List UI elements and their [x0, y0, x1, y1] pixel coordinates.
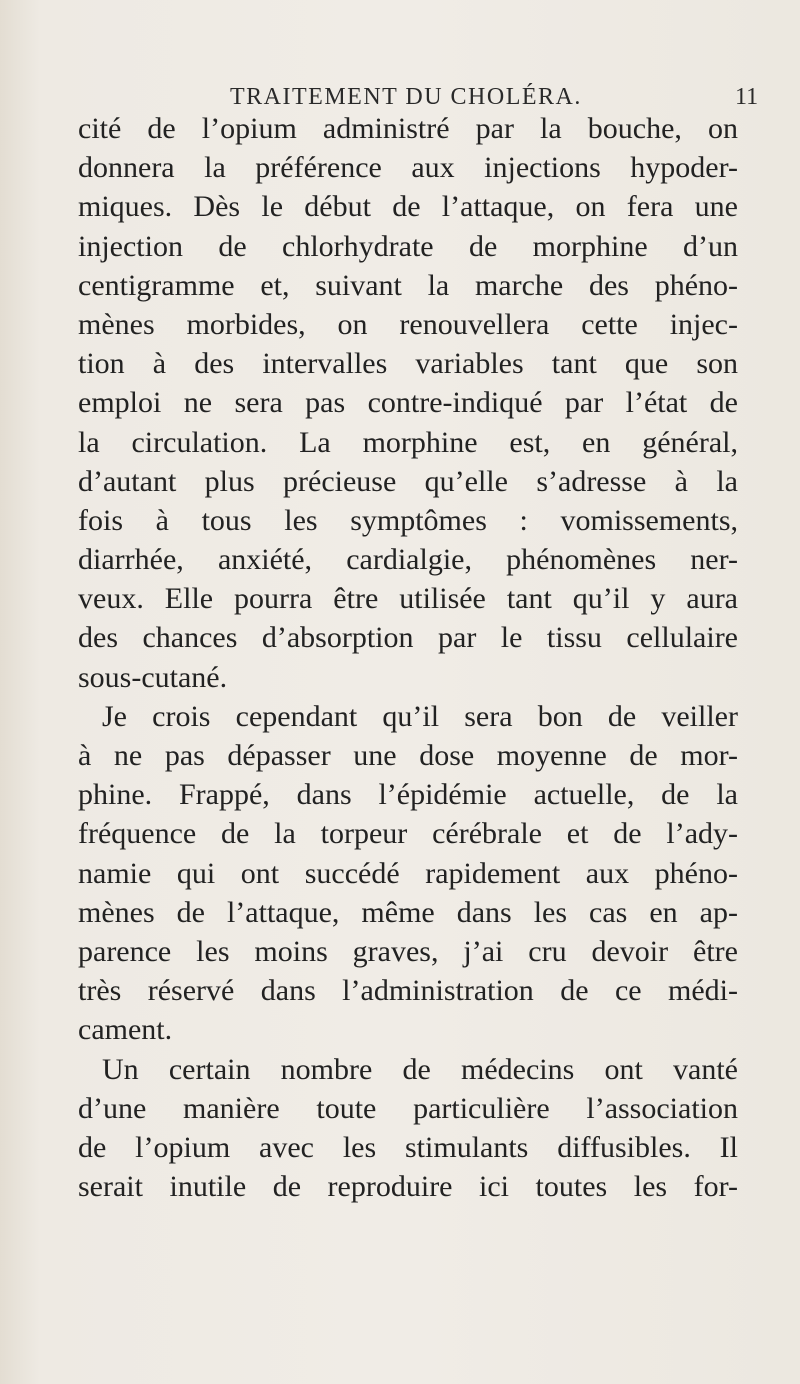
text-line: la circulation. La morphine est, en général, [78, 425, 738, 459]
text-line: mènes morbides, on renouvellera cette injec- [78, 307, 738, 341]
text-line: de l’opium avec les stimulants diffusibles. Il [78, 1130, 738, 1164]
text-line: d’autant plus précieuse qu’elle s’adresse à la [78, 464, 738, 498]
text-line: fois à tous les symptômes : vomissements, [78, 503, 738, 537]
paragraph-start-line: Je crois cependant qu’il sera bon de veiller [102, 699, 738, 733]
text-line: fréquence de la torpeur cérébrale et de l’ady- [78, 817, 738, 851]
paragraph-start-line: Un certain nombre de médecins ont vanté [102, 1052, 738, 1086]
paragraph-end-line: sous-cutané. [78, 660, 228, 694]
text-line: diarrhée, anxiété, cardialgie, phénomènes ner- [78, 543, 738, 577]
text-line: phine. Frappé, dans l’épidémie actuelle, de la [78, 778, 738, 812]
text-line: mènes de l’attaque, même dans les cas en ap- [78, 895, 738, 929]
text-line: tion à des intervalles variables tant que son [78, 347, 738, 381]
text-line: donnera la préférence aux injections hypoder- [78, 151, 738, 185]
running-title: TRAITEMENT DU CHOLÉRA. [230, 84, 582, 110]
text-line: emploi ne sera pas contre-indiqué par l’état de [78, 386, 738, 420]
text-line: parence les moins graves, j’ai cru devoir être [78, 934, 738, 968]
text-line: serait inutile de reproduire ici toutes les for- [78, 1170, 738, 1204]
text-line: centigramme et, suivant la marche des phéno- [78, 268, 738, 302]
text-line: miques. Dès le début de l’attaque, on fera une [78, 190, 738, 224]
text-line: d’une manière toute particulière l’association [78, 1091, 738, 1125]
text-line: à ne pas dépasser une dose moyenne de mor- [78, 739, 738, 772]
text-line: cité de l’opium administré par la bouche, on [78, 112, 738, 145]
paragraph-end-line: cament. [78, 1013, 173, 1047]
body-text [78, 109, 738, 1206]
text-line: très réservé dans l’administration de ce médi- [78, 974, 738, 1008]
text-line: namie qui ont succédé rapidement aux phéno- [78, 856, 738, 890]
page-number: 11 [735, 84, 759, 110]
text-line: des chances d’absorption par le tissu cellulaire [78, 621, 738, 655]
text-line: injection de chlorhydrate de morphine d’un [78, 229, 738, 263]
text-line: veux. Elle pourra être utilisée tant qu’il y aura [78, 582, 738, 616]
